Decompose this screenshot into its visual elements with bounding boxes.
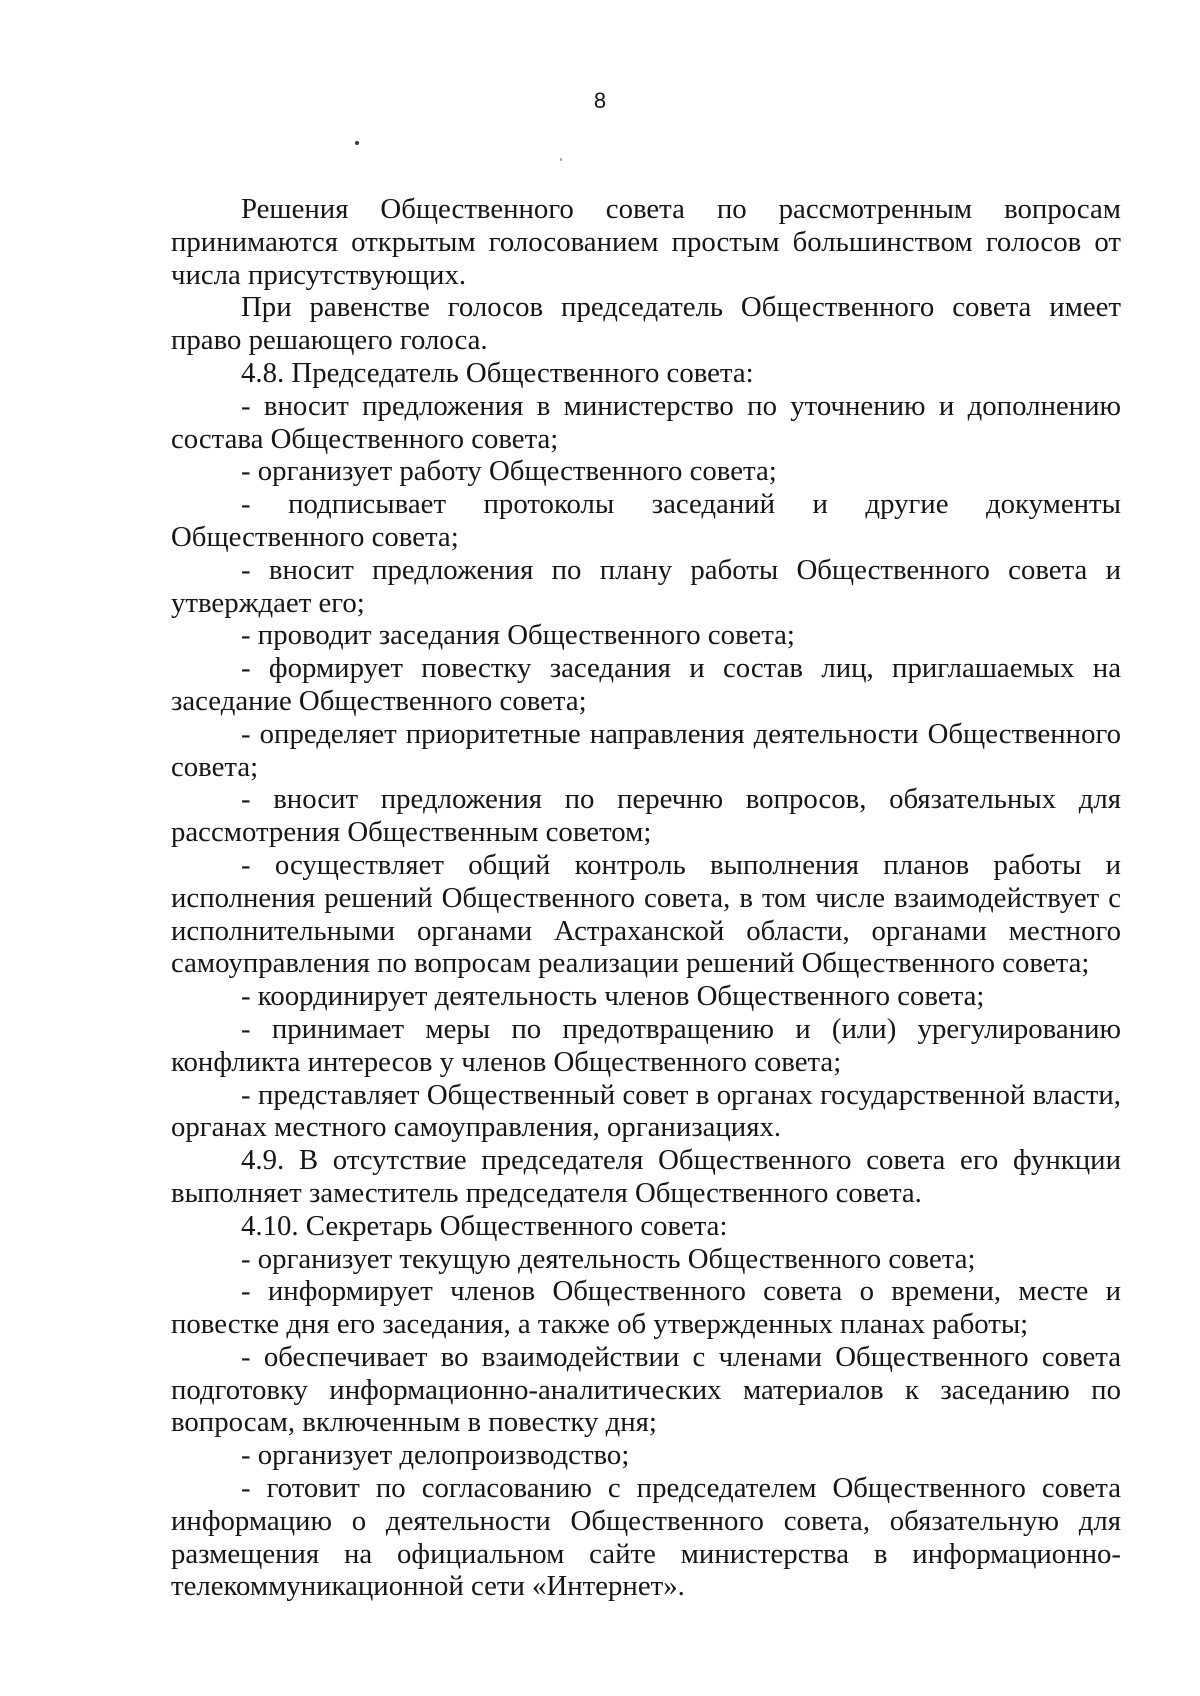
paragraph: Решения Общественного совета по рассмотренным вопросам принимаются открытым голосованием простым большинством голосов от числа присутствующих. [171,193,1121,291]
list-item: - представляет Общественный совет в органах государственной власти, органах местного самоуправления, организациях. [171,1078,1121,1144]
list-item: - определяет приоритетные направления деятельности Общественного совета; [171,717,1121,783]
list-item: - вносит предложения по плану работы Общественного совета и утверждает его; [171,553,1121,619]
scan-speck [355,141,359,145]
paragraph: При равенстве голосов председатель Общественного совета имеет право решающего голоса. [171,291,1121,357]
list-item: - готовит по согласованию с председателем Общественного совета информацию о деятельности Общественного совета, обязательную для размещения на официальном сайте министерства в информационно-телекоммуникационной сети «Интернет». [171,1472,1121,1603]
section-heading: 4.9. В отсутствие председателя Общественного совета его функции выполняет заместитель председателя Общественного совета. [171,1144,1121,1209]
scan-speck [560,158,562,161]
list-item: - организует текущую деятельность Общественного совета; [241,1242,976,1275]
list-item: - организует делопроизводство; [241,1439,630,1472]
list-item: - координирует деятельность членов Общественного совета; [241,980,985,1013]
list-item: - подписывает протоколы заседаний и другие документы Общественного совета; [171,488,1121,553]
page-number: 8 [593,88,607,113]
list-item: - вносит предложения по перечню вопросов, обязательных для рассмотрения Общественным советом; [171,783,1121,849]
section-heading: 4.8. Председатель Общественного совета: [241,356,754,389]
list-item: - обеспечивает во взаимодействии с членами Общественного совета подготовку информационно-аналитических материалов к заседанию по вопросам, включенным в повестку дня; [171,1340,1121,1439]
section-heading: 4.10. Секретарь Общественного совета: [241,1209,728,1242]
list-item: - осуществляет общий контроль выполнения планов работы и исполнения решений Общественного совета, в том числе взаимодействует с исполнительными органами Астраханской области, органами местного самоуправления по вопросам реализации решений Общественного совета; [171,848,1121,980]
list-item: - проводит заседания Общественного совета; [241,619,795,652]
list-item: - организует работу Общественного совета; [241,455,777,488]
list-item: - вносит предложения в министерство по уточнению и дополнению состава Общественного совета; [171,389,1121,455]
list-item: - формирует повестку заседания и состав лиц, приглашаемых на заседание Общественного совета; [171,652,1121,717]
list-item: - информирует членов Общественного совета о времени, месте и повестке дня его заседания, а также об утвержденных планах работы; [171,1275,1121,1341]
list-item: - принимает меры по предотвращению и (или) урегулированию конфликта интересов у членов Общественного совета; [171,1012,1121,1078]
document-body [171,193,1121,1603]
